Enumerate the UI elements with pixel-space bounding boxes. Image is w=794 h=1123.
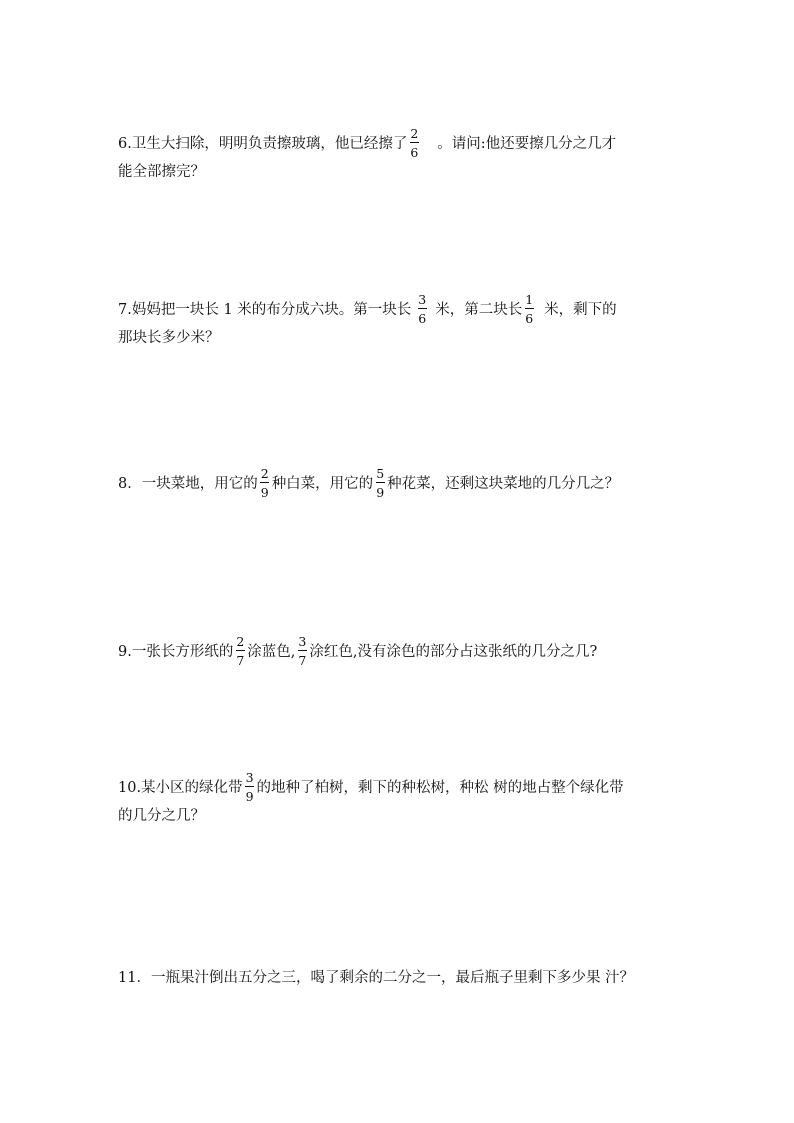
- fraction-numerator: 5: [376, 466, 385, 481]
- problem-11: [118, 968, 698, 988]
- problem-8-text-b: 种白菜，用它的: [271, 476, 374, 492]
- problem-8-text-c: 种花菜，还剩这块菜地的几分几之？: [387, 476, 620, 492]
- problem-9-text-c: 涂红色,没有涂色的部分占这张纸的几分之几?: [309, 644, 598, 660]
- problem-7-text-c: 米，剩下的: [544, 302, 617, 318]
- problem-8: [118, 466, 698, 500]
- problem-9-fraction-2: [297, 635, 307, 667]
- fraction-numerator: 3: [298, 634, 307, 649]
- problem-10-line-2: 的几分之几？: [118, 808, 205, 824]
- problem-7-fraction-1: [417, 293, 427, 325]
- fraction-denominator: 9: [376, 485, 385, 500]
- problem-9-line-1: [118, 634, 698, 668]
- problem-7-text-b: 米，第二块长: [435, 302, 523, 318]
- problem-7-line-2: 那块长多少米？: [118, 330, 220, 346]
- problem-8-fraction-2: [375, 467, 385, 499]
- problem-6-text-a: 6.卫生大扫除，明明负责擦玻璃，他已经擦了: [118, 136, 408, 152]
- fraction-numerator: 2: [410, 126, 419, 141]
- problem-6: [118, 128, 698, 182]
- problem-10-text-b: 的地种了柏树，剩下的种松树，种松 树的地占整个绿化带: [256, 780, 624, 796]
- problem-10-fraction-1: [245, 771, 255, 803]
- fraction-denominator: 7: [298, 653, 307, 668]
- problem-10-text-a: 10.某小区的绿化带: [118, 780, 243, 796]
- problem-8-line-1: [118, 466, 698, 500]
- problem-7-fraction-2: [524, 293, 534, 325]
- fraction-denominator: 9: [260, 485, 269, 500]
- fraction-denominator: 6: [418, 311, 427, 326]
- problem-10: [118, 772, 698, 826]
- fraction-numerator: 3: [418, 292, 427, 307]
- problem-9-fraction-1: [235, 635, 245, 667]
- problem-9-text-b: 涂蓝色,: [247, 644, 296, 660]
- problem-6-line-2: 能全部擦完？: [118, 164, 205, 180]
- problem-8-fraction-1: [260, 467, 270, 499]
- fraction-numerator: 3: [245, 770, 254, 785]
- problem-6-line-1: [118, 126, 698, 160]
- fraction-numerator: 2: [236, 634, 245, 649]
- problem-7: [118, 294, 698, 348]
- problem-8-text-a: 8．一块菜地，用它的: [118, 476, 258, 492]
- fraction-denominator: 9: [245, 789, 254, 804]
- fraction-denominator: 7: [236, 653, 245, 668]
- problem-6-fraction: [409, 127, 419, 159]
- problem-10-line-1: [118, 770, 698, 804]
- fraction-denominator: 6: [410, 145, 419, 160]
- fraction-numerator: 2: [260, 466, 269, 481]
- problem-7-line-1: [118, 292, 698, 326]
- fraction-numerator: 1: [525, 292, 534, 307]
- problem-11-line-1: 11．一瓶果汁倒出五分之三，喝了剩余的二分之一，最后瓶子里剩下多少果 汁？: [118, 970, 635, 986]
- problem-9: [118, 634, 698, 668]
- problem-6-text-b: 。请问:他还要擦几分之几才: [437, 136, 617, 152]
- fraction-denominator: 6: [525, 311, 534, 326]
- problem-9-text-a: 9.一张长方形纸的: [118, 644, 234, 660]
- problem-7-text-a: 7.妈妈把一块长 1 米的布分成六块。第一块长: [118, 302, 412, 318]
